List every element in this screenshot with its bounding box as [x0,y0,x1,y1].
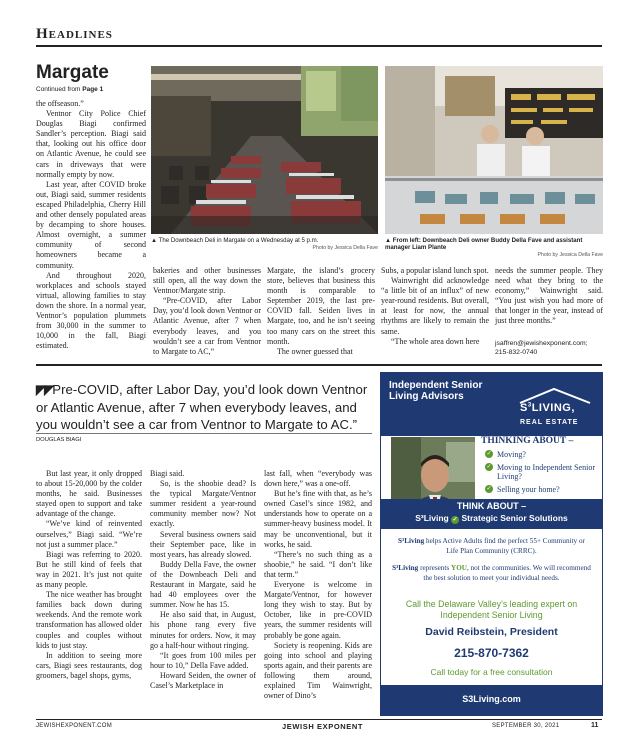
ad-thinking-item-2: ✓ Moving to Independent Senior Living? [486,462,595,481]
footer-site[interactable]: JEWISHEXPONENT.COM [36,723,113,729]
pull-quote-rule [36,433,372,434]
footer-paper: JEWISH EXPONENT [282,722,364,731]
lower-column-1: But last year, it only dropped to about 15-20,000 by the colder months, he said. Businesses stayed open to support and take advantage of the change. “We’ve kind of reinvented ourselves,” Biagi said. “We’re not just a summer place.” Biagi was referring to 2020. But he still kind of feels that way in 2021. It’s just not quite as many people. The nice weather has brought families back down during weekends. And the remote work transformation has allowed older couples and couples without kids to just stay. In addition to seeing more cars, Biagi sees restaurants, dog groomers, bagel shops, gyms, [36,469,142,680]
advertisement[interactable] [380,372,603,716]
pull-quote-attribution: DOUGLAS BIAGI [36,437,82,443]
triangle-up-icon: ▲ [151,237,158,244]
story-column-4: Subs, a popular island lunch spot. Wainwright did acknowledge “a little bit of an influx” of new year-round residents. But overall, at least for now, the annual rhythms are likely to remain the same. “The whole area down here [381,266,489,346]
check-circle-icon: ✓ [486,485,492,492]
quote-mark-icon: ◤◤ [36,382,53,397]
photo1-caption: ▲ The Downbeach Deli in Margate on a Wednesday at 5 p.m. [151,237,319,244]
story-column-3: Margate, the island’s grocery store, believes that business this month is comparable to September 2019, the last pre-COVID fall. Seiden lives in Margate, too, and he isn’t seeing too many cars on the street this month. The owner guessed that [267,266,375,356]
ad-think-band [381,499,602,529]
ad-thinking-item-3: ✓ Selling your home? [486,484,560,494]
author-phone: 215-832-0740 [495,348,538,356]
lower-column-3: last fall, when “everybody was down here,” was a one-off. But he’s fine with that, as he’s owned Casel’s since 1982, and understands how to operate on a summer-heavy business model. It may be unconventional, but it works, he said. “There’s no such thing as a shoobie,” he said. “I don’t like that term.” Everyone is welcome in Margate/Ventnor, for however long they wish to stay. But by October, like in pre-COVID years, the summer residents will probably be gone again. Society is reopening. Kids are going into school and playing sports again, and their parents are following them around, explained Tim Wainwright, owner of Dino’s [264,469,372,701]
photo-deli-interior [151,66,378,234]
ad-logo-main: LIVING, [531,402,575,414]
section-divider [36,364,602,366]
ad-banner-title: Independent Senior Living Advisors [389,380,483,402]
ad-thinking-list [485,450,597,494]
continued-line [36,86,103,93]
triangle-up-icon: ▲ [385,237,392,244]
continued-page: Page 1 [82,86,104,93]
story-column-1: the offseason.” Ventnor City Police Chief Douglas Biagi confirmed Sandler’s perception. Biagi said that, looking out his office door on Atlantic Avenue, he could see cars in driveways that were normally empty by now. Last year, after COVID broke out, Biagi said, summer residents escaped Philadelphia, Cherry Hill and other densely populated areas by decamping to shore houses. Almost overnight, a summer community of second homeowners became a community. And throughout 2020, workplaces and schools stayed virtual, allowing families to stay down the shore. In a normal year, Ventnor’s population plummets from 30,000 in the summer to 10,000 in the fall, Biagi estimated. [36,99,146,351]
story-title: Margate [36,62,109,83]
header-rule [36,45,602,47]
lower-column-2: Biagi said. So, is the shoobie dead? Is the typical Margate/Ventnor summer resident a year-round community member now? Not exactly. Several business owners said their September pace, like in most years, has already slowed. Buddy Della Fave, the owner of the Downbeach Deli and Restaurant in Margate, said he had 40 employees over the summer. Now he has 15. He also said that, in August, his phone rang every five minutes for orders. Now, it may go a half-hour without ringing. “It goes from 100 miles per hour to 10,” Della Fave added. Howard Seiden, the owner of Casel’s Marketplace in [150,469,256,690]
ad-think-right: Strategic Senior Solutions [461,513,568,523]
author-email[interactable]: jsaffren@jewishexponent.com; [495,339,588,347]
author-contact [495,339,603,357]
story-column-5: needs the summer people. They need what they bring to the economy,” Wainwright said. “You just wish you had more of that longer in the year, instead of just three months.” jsaffren@jewishexponent.com; 215-832-0740 [495,266,603,356]
ad-logo-sub: REAL ESTATE [520,419,579,426]
ad-thinking-item-1: ✓ Moving? [486,450,526,459]
pull-quote: ◤◤Pre-COVID, after Labor Day, you’d look down Ventnor or Atlantic Avenue, after 7 when everybody leaves, and you wouldn’t see a car from Ventnor to Margate to AC.” [36,382,368,432]
photo-deli-owners [385,66,603,234]
check-circle-icon: ✓ [452,517,458,523]
footer-rule [36,719,602,720]
ad-thinking-header: THINKING ABOUT – [481,436,574,446]
ad-body-1: S³Living helps Active Adults find the perfect 55+ Community or Life Plan Community (CRRC). [398,537,585,555]
deli-interior-image [151,66,378,234]
deli-owners-image [385,66,603,234]
check-circle-icon: ✓ [486,451,492,457]
ad-logo [514,399,596,431]
ad-call-1: Call the Delaware Valley’s leading expert on Independent Senior Living [405,599,578,620]
story-column-2: bakeries and other businesses still open, all the way down the Ventnor/Margate strip. “Pre-COVID, after Labor Day, you’d look down Ventnor or Atlantic Avenue, after 7 when everybody leaves, and you wouldn’t see a car from Ventnor to Margate to AC,” [153,266,261,356]
ad-logo-sup: 3 [527,402,532,409]
ad-think-left: S³Living [415,513,449,523]
ad-banner [381,373,602,436]
check-circle-icon: ✓ [486,463,492,470]
ad-think-header: THINK ABOUT – [456,501,527,511]
continued-label: Continued from [36,86,81,93]
footer-date: SEPTEMBER 30, 2021 [492,723,560,729]
ad-url[interactable]: S3Living.com [462,694,521,704]
ad-body-2: S³Living represents YOU, not the communities. We will recommend the best solution to meet your individual needs. [392,564,591,582]
ad-call-2: Call today for a free consultation [430,667,553,677]
ad-name: David Reibstein, President [425,626,558,638]
photo2-credit: Photo by Jessica Della Fave [537,252,603,258]
ad-url-band[interactable] [381,685,602,715]
ad-phone[interactable]: 215-870-7362 [454,646,529,660]
section-header: Headlines [36,26,113,42]
ad-logo-s: S [520,402,528,414]
footer-page: 11 [591,722,599,729]
photo1-credit: Photo by Jessica Della Fave [312,245,378,251]
photo2-caption: ▲ From left: Downbeach Deli owner Buddy Della Fave and assistant manager Liam Plante [385,237,583,252]
